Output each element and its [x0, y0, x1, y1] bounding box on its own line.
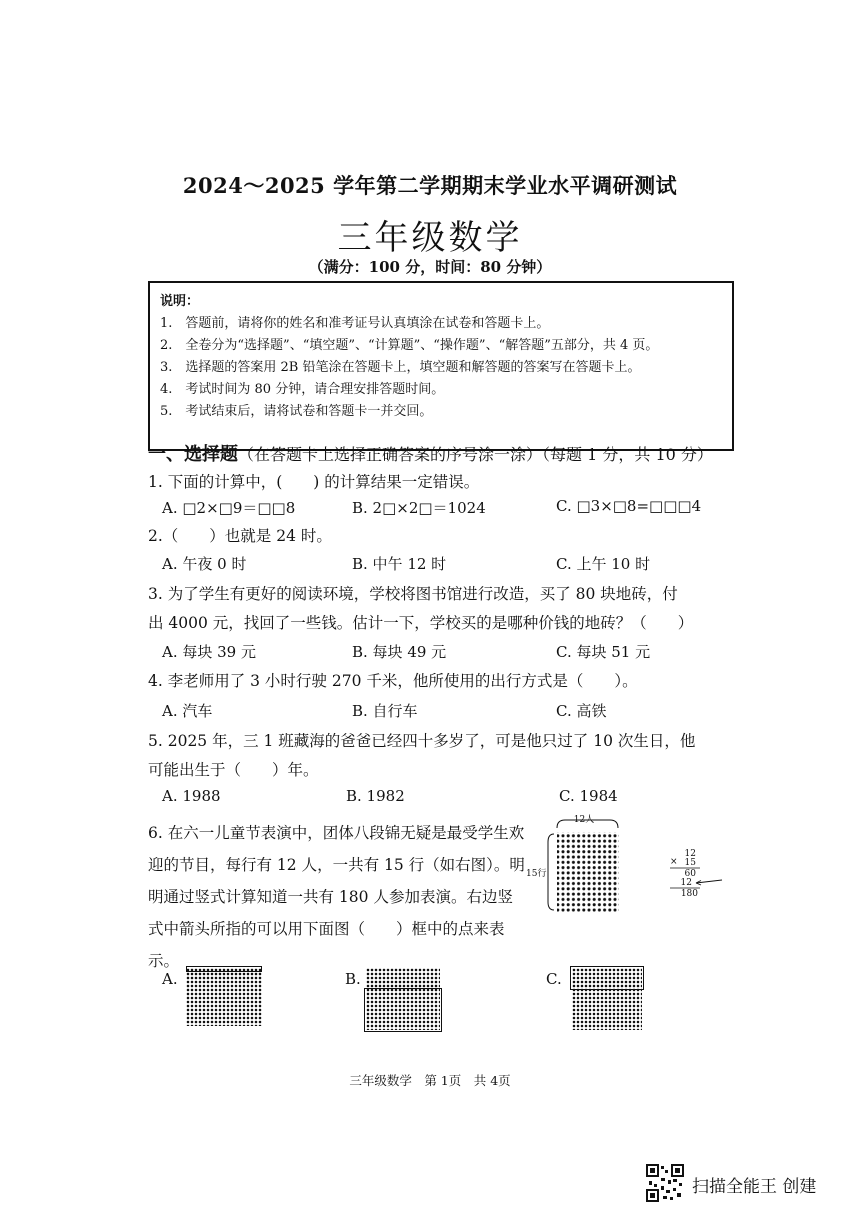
dot-grid [557, 832, 619, 912]
instruction-item: 1. 答题前，请将你的姓名和准考证号认真填涂在试卷和答题卡上。 [160, 316, 550, 331]
question-2-option-b: B. 中午 12 时 [352, 555, 447, 573]
side-brace [548, 834, 554, 910]
question-4-option-b: B. 自行车 [352, 702, 418, 720]
option-a-frame [186, 966, 262, 972]
question-3-line-2: 出 4000 元，找回了一些钱。估计一下，学校买的是哪种价钱的地砖？（ ） [148, 614, 694, 632]
question-1-option-c: C. □3×□8=□□□4 [556, 497, 702, 515]
calc-row: 15 [684, 858, 696, 868]
instructions-heading: 说明： [160, 294, 200, 309]
question-5-option-a: A. 1988 [162, 787, 221, 805]
section-heading [148, 440, 713, 466]
instruction-item: 2. 全卷分为“选择题”、“填空题”、“计算题”、“操作题”、“解答题”五部分，共 4 页。 [160, 338, 659, 353]
question-5-option-b: B. 1982 [346, 787, 405, 805]
question-4: 4. 李老师用了 3 小时行驶 270 千米，他所使用的出行方式是（ ）。 [148, 672, 638, 690]
vertical-calculation [670, 849, 722, 899]
question-1-option-b: B. 2□×2□＝1024 [352, 499, 486, 517]
question-5-line-2: 可能出生于（ ）年。 [148, 761, 319, 779]
instruction-item: 3. 选择题的答案用 2B 铅笔涂在答题卡上，填空题和解答题的答案写在答题卡上。 [160, 360, 641, 375]
question-5-line-1: 5. 2025 年，三 1 班藏海的爸爸已经四十多岁了，可是他只过了 10 次生日，他 [148, 732, 696, 750]
question-6-option-a: A. [162, 970, 178, 988]
question-3-line-1: 3. 为了学生有更好的阅读环境，学校将图书馆进行改造，买了 80 块地砖，付 [148, 585, 678, 603]
calc-row: 60 [684, 869, 696, 879]
calc-row: 12 [680, 878, 692, 888]
calc-row: 12 [684, 849, 696, 859]
question-6-option-b: B. [345, 970, 361, 988]
question-4-option-c: C. 高铁 [556, 702, 607, 720]
page-footer: 三年级数学 第 1页 共 4页 [349, 1073, 511, 1088]
figure-side-label: 15行 [526, 869, 547, 879]
option-b-frame [364, 988, 442, 1032]
question-3-option-b: B. 每块 49 元 [352, 643, 447, 661]
question-4-option-a: A. 汽车 [162, 702, 213, 720]
dot-array-figure [524, 812, 724, 920]
score-info: （满分：100 分，时间：80 分钟） [308, 258, 552, 276]
instruction-item: 5. 考试结束后，请将试卷和答题卡一并交回。 [160, 404, 433, 419]
option-a-dots [186, 968, 262, 1026]
question-1-option-a: A. □2×□9＝□□8 [162, 499, 296, 517]
question-3-option-c: C. 每块 51 元 [556, 643, 651, 661]
question-2: 2.（ ）也就是 24 时。 [148, 527, 332, 545]
exam-title: 2024～2025 学年第二学期期末学业水平调研测试 [182, 173, 678, 198]
qr-code-icon [646, 1164, 684, 1202]
question-2-option-a: A. 午夜 0 时 [162, 555, 247, 573]
question-5-option-c: C. 1984 [559, 787, 618, 805]
instruction-item: 4. 考试时间为 80 分钟，请合理安排答题时间。 [160, 382, 445, 397]
times-sign: × [670, 857, 678, 867]
question-1: 1. 下面的计算中，( ) 的计算结果一定错误。 [148, 473, 480, 491]
question-6-option-c: C. [546, 970, 562, 988]
calc-row: 180 [680, 889, 698, 899]
scanner-watermark: 扫描全能王 创建 [692, 1177, 817, 1197]
question-6: 6. 在六一儿童节表演中，团体八段锦无疑是最受学生欢迎的节目，每行有 12 人，一共有 15 行（如右图）。明明通过竖式计算知道一共有 180 人参加表演。右边竖式中箭头所指的可以用下面图（ ）框中的点来表示。 [148, 824, 525, 970]
question-2-option-c: C. 上午 10 时 [556, 555, 651, 573]
option-c-frame [570, 966, 644, 990]
question-3-option-a: A. 每块 39 元 [162, 643, 256, 661]
figure-top-label: 12人 [573, 815, 595, 825]
instructions-box [148, 281, 734, 451]
section-note: （在答题卡上选择正确答案的序号涂一涂）（每题 1 分，共 10 分） [238, 445, 713, 464]
section-title: 一、选择题 [148, 444, 238, 465]
subject-title: 三年级数学 [337, 218, 523, 258]
